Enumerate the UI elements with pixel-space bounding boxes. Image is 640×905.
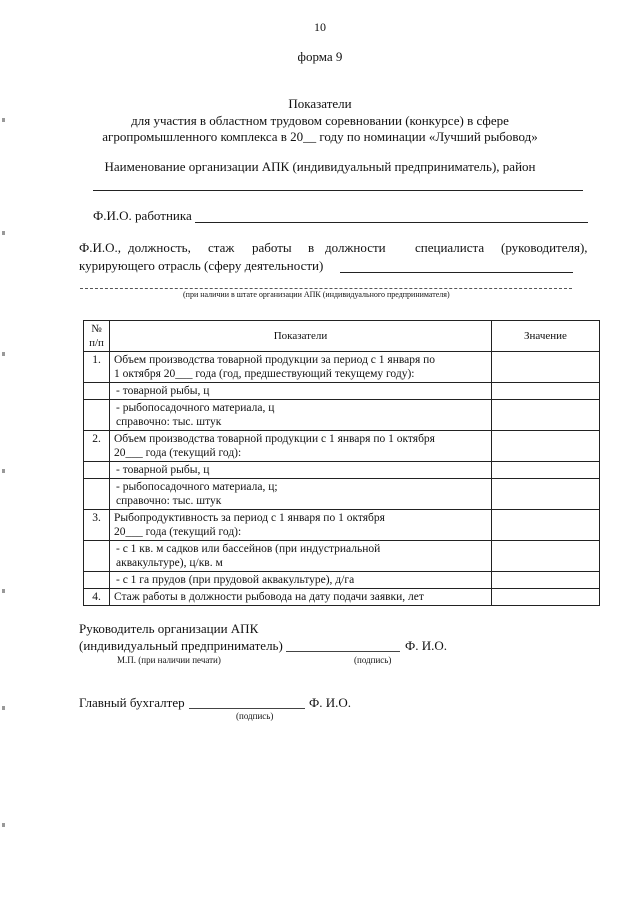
row-text: [110, 400, 492, 431]
row-text-line: 20___ года (текущий год):: [114, 447, 242, 459]
row-text-line: 1 октября 20___ года (год, предшествующий текущему году):: [114, 368, 415, 380]
curator-word: (руководителя),: [501, 240, 588, 255]
row-text-line: Рыбопродуктивность за период с 1 января по 1 октября: [114, 512, 385, 524]
form-label: форма 9: [297, 49, 343, 64]
table-row: [84, 383, 600, 400]
header-num-1: №: [91, 323, 102, 335]
page-number: 10: [314, 20, 326, 34]
table-row: [84, 479, 600, 510]
row-text-line: - рыбопосадочного материала, ц: [116, 402, 275, 414]
row-num: [84, 383, 110, 400]
row-num: 1.: [84, 352, 110, 383]
curator-word: должность,: [128, 240, 191, 255]
accountant-signature-note: (подпись): [236, 711, 274, 721]
row-text: [110, 383, 492, 400]
curator-long-line: [80, 288, 572, 289]
row-num: 2.: [84, 431, 110, 462]
row-text: [110, 479, 492, 510]
value-cell[interactable]: [492, 572, 600, 589]
row-text-line: аквакультуре), ц/кв. м: [116, 557, 223, 569]
value-cell[interactable]: [492, 462, 600, 479]
doc-subtitle-line-2: агропромышленного комплекса в 20__ году по номинации «Лучший рыбовод»: [102, 129, 538, 144]
table-row: [84, 510, 600, 541]
stamp-note: М.П. (при наличии печати): [117, 655, 221, 665]
row-text: [110, 462, 492, 479]
row-text-line: Объем производства товарной продукции за период с 1 января по: [114, 354, 436, 366]
curator-word: Ф.И.О.,: [79, 240, 122, 255]
row-text: [110, 352, 492, 383]
accountant-fio: Ф. И.О.: [309, 695, 352, 710]
curator-fill-line: [340, 272, 573, 273]
table-row: [84, 431, 600, 462]
curator-note: (при наличии в штате организации АПК (индивидуального предпринимателя): [183, 290, 450, 299]
head-fio: Ф. И.О.: [405, 638, 448, 653]
row-num: [84, 400, 110, 431]
row-num: [84, 479, 110, 510]
row-text-line: - рыбопосадочного материала, ц;: [116, 481, 278, 493]
value-cell[interactable]: [492, 400, 600, 431]
row-text-line: 20___ года (текущий год):: [114, 526, 242, 538]
table-row: [84, 400, 600, 431]
table-row: [84, 462, 600, 479]
row-text-line: справочно: тыс. штук: [116, 416, 222, 428]
table-row: [84, 541, 600, 572]
row-text: [110, 572, 492, 589]
row-text: [110, 589, 492, 606]
head-label-line-2: (индивидуальный предприниматель): [79, 638, 283, 653]
curator-line-2: курирующего отрасль (сферу деятельности): [79, 258, 324, 273]
row-text-line: Объем производства товарной продукции с 1 января по 1 октября: [114, 433, 435, 445]
accountant-signature-line: [189, 708, 305, 709]
curator-word: работы: [252, 240, 292, 255]
row-num: [84, 572, 110, 589]
org-name-line: [93, 190, 583, 191]
head-label-line-1: Руководитель организации АПК: [79, 621, 259, 636]
header-num-2: п/п: [89, 337, 104, 349]
header-value: Значение: [492, 321, 600, 352]
table-row: [84, 352, 600, 383]
row-num: 4.: [84, 589, 110, 606]
curator-word: стаж: [208, 240, 235, 255]
row-text: [110, 431, 492, 462]
worker-line: [195, 222, 588, 223]
curator-word: в: [308, 240, 315, 255]
value-cell[interactable]: [492, 541, 600, 572]
curator-word: должности: [325, 240, 386, 255]
row-text: [110, 510, 492, 541]
row-num: [84, 462, 110, 479]
value-cell[interactable]: [492, 479, 600, 510]
value-cell[interactable]: [492, 431, 600, 462]
indicators-table: [83, 320, 600, 606]
table-row: [84, 589, 600, 606]
accountant-label: Главный бухгалтер: [79, 695, 185, 710]
value-cell[interactable]: [492, 352, 600, 383]
row-text-line: - с 1 га прудов (при прудовой аквакультуре), д/га: [116, 574, 355, 586]
worker-label: Ф.И.О. работника: [93, 208, 192, 223]
value-cell[interactable]: [492, 383, 600, 400]
head-signature-line: [286, 651, 400, 652]
row-num: 3.: [84, 510, 110, 541]
value-cell[interactable]: [492, 589, 600, 606]
table-row: [84, 572, 600, 589]
row-text-line: справочно: тыс. штук: [116, 495, 222, 507]
header-indicators: Показатели: [110, 321, 492, 352]
row-text-line: Стаж работы в должности рыбовода на дату подачи заявки, лет: [114, 591, 424, 603]
doc-subtitle-line-1: для участия в областном трудовом соревновании (конкурсе) в сфере: [131, 113, 509, 128]
doc-title: Показатели: [288, 96, 352, 111]
row-num: [84, 541, 110, 572]
org-name-label: Наименование организации АПК (индивидуальный предприниматель), район: [104, 159, 536, 174]
row-text-line: - с 1 кв. м садков или бассейнов (при индустриальной: [116, 543, 381, 555]
head-signature-note: (подпись): [354, 655, 392, 665]
curator-word: специалиста: [415, 240, 485, 255]
row-text-line: - товарной рыбы, ц: [116, 385, 210, 397]
row-text: [110, 541, 492, 572]
header-num: [84, 321, 110, 352]
row-text-line: - товарной рыбы, ц: [116, 464, 210, 476]
value-cell[interactable]: [492, 510, 600, 541]
